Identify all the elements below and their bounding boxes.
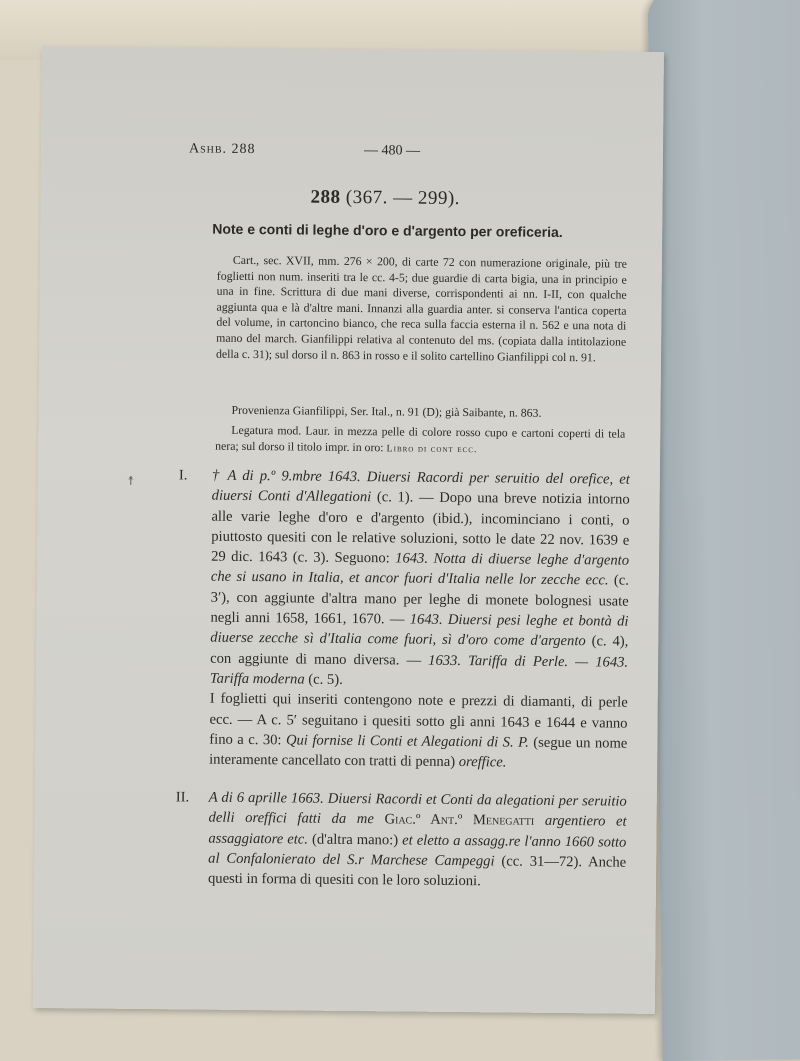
- section-1-p2-text-a: I foglietti qui inseriti contengono note e prezzi di diamanti, di perle ecc. — A c. 5′ seguitano i quesiti sotto gli anni 1643 e 1644 e vanno fino a c. 30:: [209, 690, 628, 749]
- section-1-p2-text-b: (segue un nome interamente cancellato con tratti di penna): [209, 734, 628, 771]
- shelfmark-header: Ashb. 288: [188, 141, 256, 158]
- binding-description: [215, 423, 625, 459]
- section-2-title: A di 6 aprille 1663. Diuersi Racordi et Conti da alegationi per seruitio delli oreffici fatti da me: [208, 789, 627, 828]
- entry-alt-numbers: (367. — 299).: [345, 186, 461, 210]
- section-1: [125, 465, 630, 774]
- section-1-italic-b: 1643. Notta di diuerse leghe d'argento che si usano in Italia, et ancor fuori d'Italia nelle lor zecche ecc.: [210, 550, 630, 589]
- entry-subject: Note e conti di leghe d'oro e d'argento per oreficeria.: [212, 220, 563, 241]
- section-1-text: [210, 466, 630, 693]
- page-number: — 480 —: [363, 143, 421, 159]
- section-numeral: I.: [178, 467, 188, 484]
- book-cover: [648, 0, 800, 1061]
- section-1-text-c: (c. 4), con aggiunte di mano diversa. —: [210, 633, 629, 669]
- provenance: [215, 403, 625, 423]
- section-1-text-d: (c. 5).: [304, 671, 343, 688]
- section-2-text: [208, 788, 627, 893]
- section-1-italic-c: 1643. Diuersi pesi leghe et bontà di diuerse zecche sì d'Italia come fuori, sì d'oro come d'argento: [210, 611, 629, 650]
- section-1-p2-italic: Qui fornise li Conti et Alegationi di S. P.: [285, 732, 529, 751]
- spine-title: Libro di cont ecc.: [386, 442, 478, 455]
- marginal-mark: ↟: [125, 473, 136, 488]
- section-2-italic-b: argentiero et assaggiatore etc.: [208, 813, 627, 848]
- running-head: [189, 141, 619, 165]
- entry-heading: [310, 187, 460, 210]
- section-1-title: † A di p.º 9.mbre 1643. Diuersi Racordi per seruitio del orefice, et diuersi Conti d'Allegationi: [211, 467, 630, 506]
- section-1-p2-italic-end: oreffice.: [458, 754, 507, 771]
- section-1-italic-d: 1633. Tariffa di Perle. — 1643. Tariffa moderna: [209, 652, 629, 688]
- catalog-page: [33, 46, 664, 1014]
- section-2-text-b: (cc. 31—72). Anche questi in forma di quesiti con le loro soluzioni.: [207, 853, 627, 890]
- physical-description: [216, 253, 627, 366]
- entry-number: 288: [310, 186, 341, 208]
- section-2: [176, 787, 627, 893]
- physical-description-text: Cart., sec. XVII, mm. 276 × 200, di carte 72 con numerazione originale, più tre foglietti non num. inseriti tra le cc. 4-5; due guardie di carta bigia, una in principio e una in fine. Scrittura di due mani diverse, corrispondenti ai nn. I-II, con qualche aggiunta qua e là d'altre mani. Innanzi alla guardia anter. si conserva l'antica coperta del volume, in cartoncino bianco, che reca sulla faccia esterna il n. 562 e una nota di mano del march. Gianfilippi relativa al contenuto del ms. (copiata dalla intitolazione della c. 31); sul dorso il n. 863 in rosso e il solito cartellino Gianfilippi col n. 91.: [215, 252, 628, 364]
- section-numeral: II.: [175, 789, 190, 806]
- section-1-text-b: (c. 3′), con aggiunte d'altra mano per leghe di monete bolognesi usate negli anni 1658, 1661, 1670. —: [210, 572, 629, 628]
- section-1-text-a: (c. 1). — Dopo una breve notizia intorno alle varie leghe d'oro e d'argento (ibid.), incominciano i conti, o piuttosto quesiti con le relative soluzioni, sotto le date 22 nov. 1639 e 29 dic. 1643 (c. 3). Seguono:: [211, 489, 630, 567]
- section-2-italic-c: et eletto a assagg.re l'anno 1660 sotto al Confalonierato del S.r Marchese Campeggi: [208, 832, 627, 870]
- provenance-text: Provenienza Gianfilippi, Ser. Ital., n. 91 (D); già Saibante, n. 863.: [231, 402, 542, 420]
- binding-text: Legatura mod. Laur. in mezza pelle di colore rosso cupo e cartoni coperti di tela nera; sul dorso il titolo impr. in oro:: [215, 422, 626, 454]
- section-1-paragraph-2: [209, 689, 628, 774]
- section-2-text-a: (d'altra mano:): [307, 831, 403, 849]
- section-2-author: Giac.º Ant.º Menegatti: [384, 811, 535, 830]
